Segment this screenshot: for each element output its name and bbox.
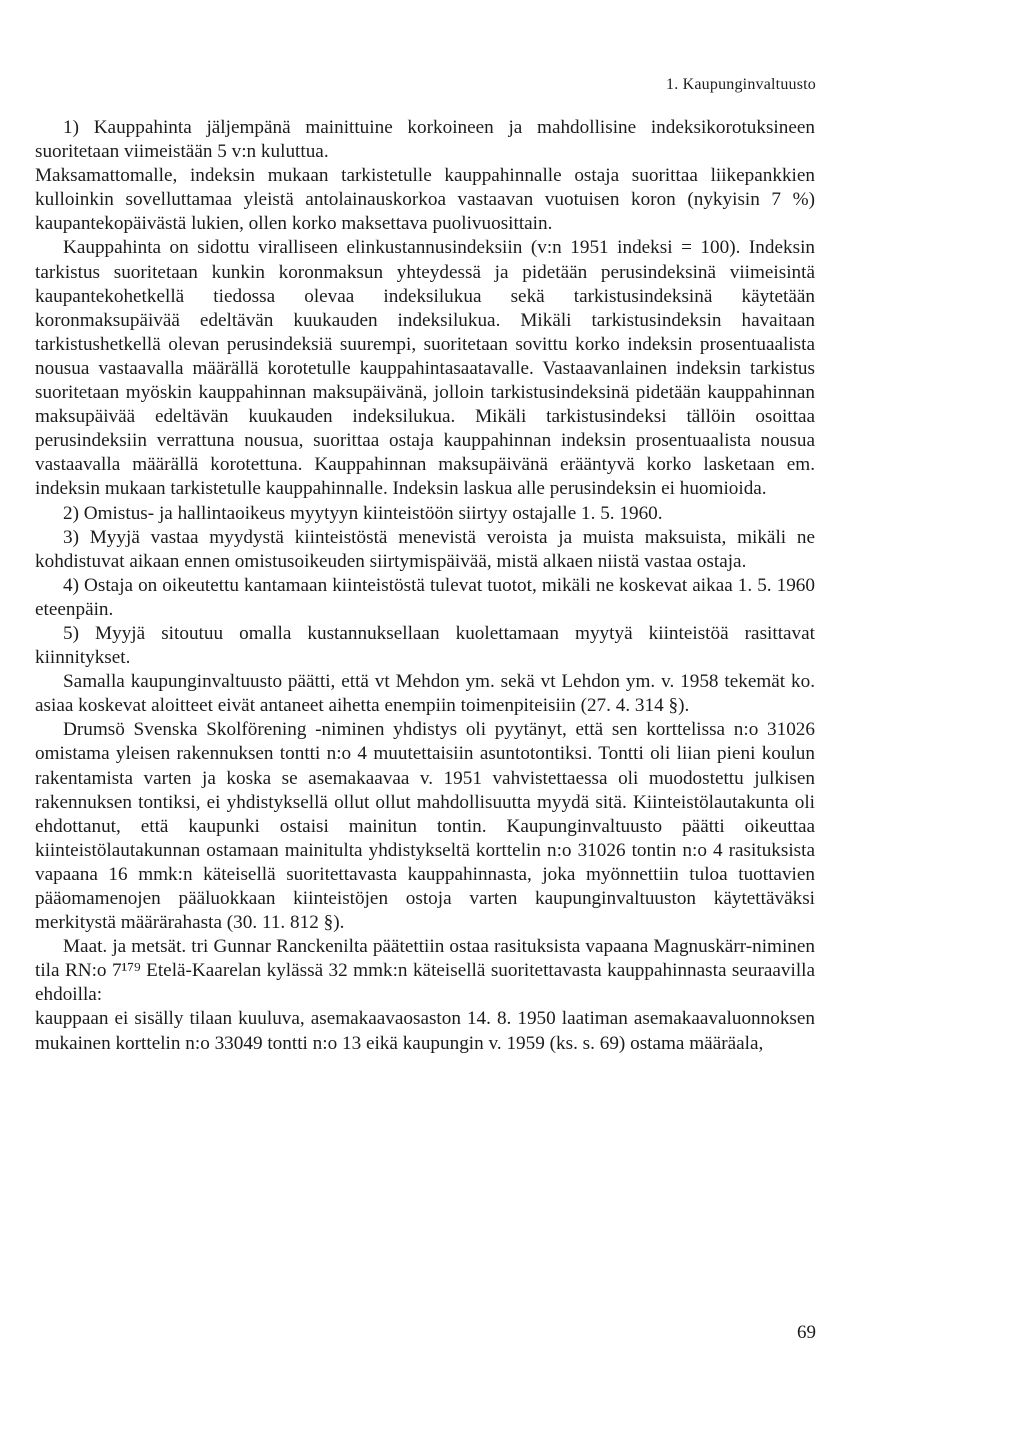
paragraph-interest: Maksamattomalle, indeksin mukaan tarkistetulle kauppahinnalle ostaja suorittaa liikepankkien kulloinkin sovelluttamaa yleistä antolainauskorkoa vastaavan vuotuisen koron (nykyisin 7 %) kaupantekopäivästä lukien, ollen korko maksettava puolivuosittain. (35, 165, 815, 235)
paragraph-magnuskarr: Maat. ja metsät. tri Gunnar Ranckenilta päätettiin ostaa rasituksista vapaana Magnuskärr-niminen tila RN:o 7¹⁷⁹ Etelä-Kaarelan kylässä 32 mmk:n käteisellä suoritettavasta kauppahinnasta seuraavilla ehdoilla: (35, 936, 815, 1006)
paragraph-drumso: Drumsö Svenska Skolförening -niminen yhdistys oli pyytänyt, että sen korttelissa n:o 31026 omistama yleisen rakennuksen tontti n:o 4 muutettaisiin asuntotontiksi. Tontti oli liian pieni koulun rakentamista varten ja koska se asemakaavaa v. 1951 vahvistettaessa oli muodostettu julkisen rakennuksen tontiksi, ei yhdistyksellä ollut ollut mahdollisuutta myydä sitä. Kiinteistölautakunta oli ehdottanut, että kaupunki ostaisi mainitun tontin. Kaupunginvaltuusto päätti oikeuttaa kiinteistölautakunnan ostamaan mainitulta yhdistykseltä korttelin n:o 31026 tontin n:o 4 rasituksista vapaana 16 mmk:n käteisellä suoritettavasta kauppahinnasta, joka myönnettiin tuloa tuottavien pääomamenojen pääluokkaan kiinteistöjen ostoja varten kaupunginvaltuuston käytettäväksi merkitystä määrärahasta (30. 11. 812 §). (35, 719, 815, 934)
page-number: 69 (797, 1322, 816, 1343)
paragraph-council-decision: Samalla kaupunginvaltuusto päätti, että vt Mehdon ym. sekä vt Lehdon ym. v. 1958 tekemät ko. asiaa koskevat aloitteet eivät antaneet aihetta enempiin toimenpiteisiin (27. 4. 314 §). (35, 671, 815, 717)
paragraph-condition-1: 1) Kauppahinta jäljempänä mainittuine korkoineen ja mahdollisine indeksikorotuksineen suoritetaan viimeistään 5 v:n kuluttua. (35, 117, 815, 163)
paragraph-exclusion: kauppaan ei sisälly tilaan kuuluva, asemakaavaosaston 14. 8. 1950 laatiman asemakaavaluonnoksen mukainen korttelin n:o 33049 tontti n:o 13 eikä kaupungin v. 1959 (ks. s. 69) ostama määräala, (35, 1008, 815, 1054)
paragraph-condition-4: 4) Ostaja on oikeutettu kantamaan kiinteistöstä tulevat tuotot, mikäli ne koskevat aikaa 1. 5. 1960 eteenpäin. (35, 574, 815, 620)
paragraph-condition-2: 2) Omistus- ja hallintaoikeus myytyyn kiinteistöön siirtyy ostajalle 1. 5. 1960. (63, 502, 663, 524)
paragraph-condition-3: 3) Myyjä vastaa myydystä kiinteistöstä menevistä veroista ja muista maksuista, mikäli ne kohdistuvat aikaan ennen omistusoikeuden siirtymispäivää, mistä alkaen niistä vastaa ostaja. (35, 526, 815, 572)
paragraph-index: Kauppahinta on sidottu viralliseen elinkustannusindeksiin (v:n 1951 indeksi = 100). Indeksin tarkistus suoritetaan kunkin koronmaksun yhteydessä ja pidetään perusindeksinä viimeisintä kaupantekohetkellä tiedossa olevaa indeksilukua sekä tarkistusindeksinä käytetään koronmaksupäivää edeltävän kuukauden indeksilukua. Mikäli tarkistusindeksin havaitaan tarkistushetkellä olevan perusindeksiä suurempi, suoritetaan sovittu korko indeksin prosentuaalista nousua vastaavalla määrällä korotetulle kauppahintasaatavalle. Vastaavanlainen indeksin tarkistus suoritetaan myöskin kauppahinnan maksupäivänä, jolloin tarkistusindeksinä pidetään kauppahinnan maksupäivää edeltävän kuukauden indeksilukua. Mikäli tarkistusindeksi tällöin osoittaa perusindeksiin verrattuna nousua, suorittaa ostaja kauppahinnan indeksin prosentuaalista nousua vastaavalla määrällä korotettuna. Kauppahinnan maksupäivänä erääntyvä korko lasketaan em. indeksin mukaan tarkistetulle kauppahinnalle. Indeksin laskua alle perusindeksin ei huomioida. (35, 237, 815, 500)
running-head: 1. Kaupunginvaltuusto (666, 76, 816, 93)
paragraph-condition-5: 5) Myyjä sitoutuu omalla kustannuksellaan kuolettamaan myytyä kiinteistöä rasittavat kiinnitykset. (35, 622, 815, 669)
body-text (35, 116, 815, 1056)
